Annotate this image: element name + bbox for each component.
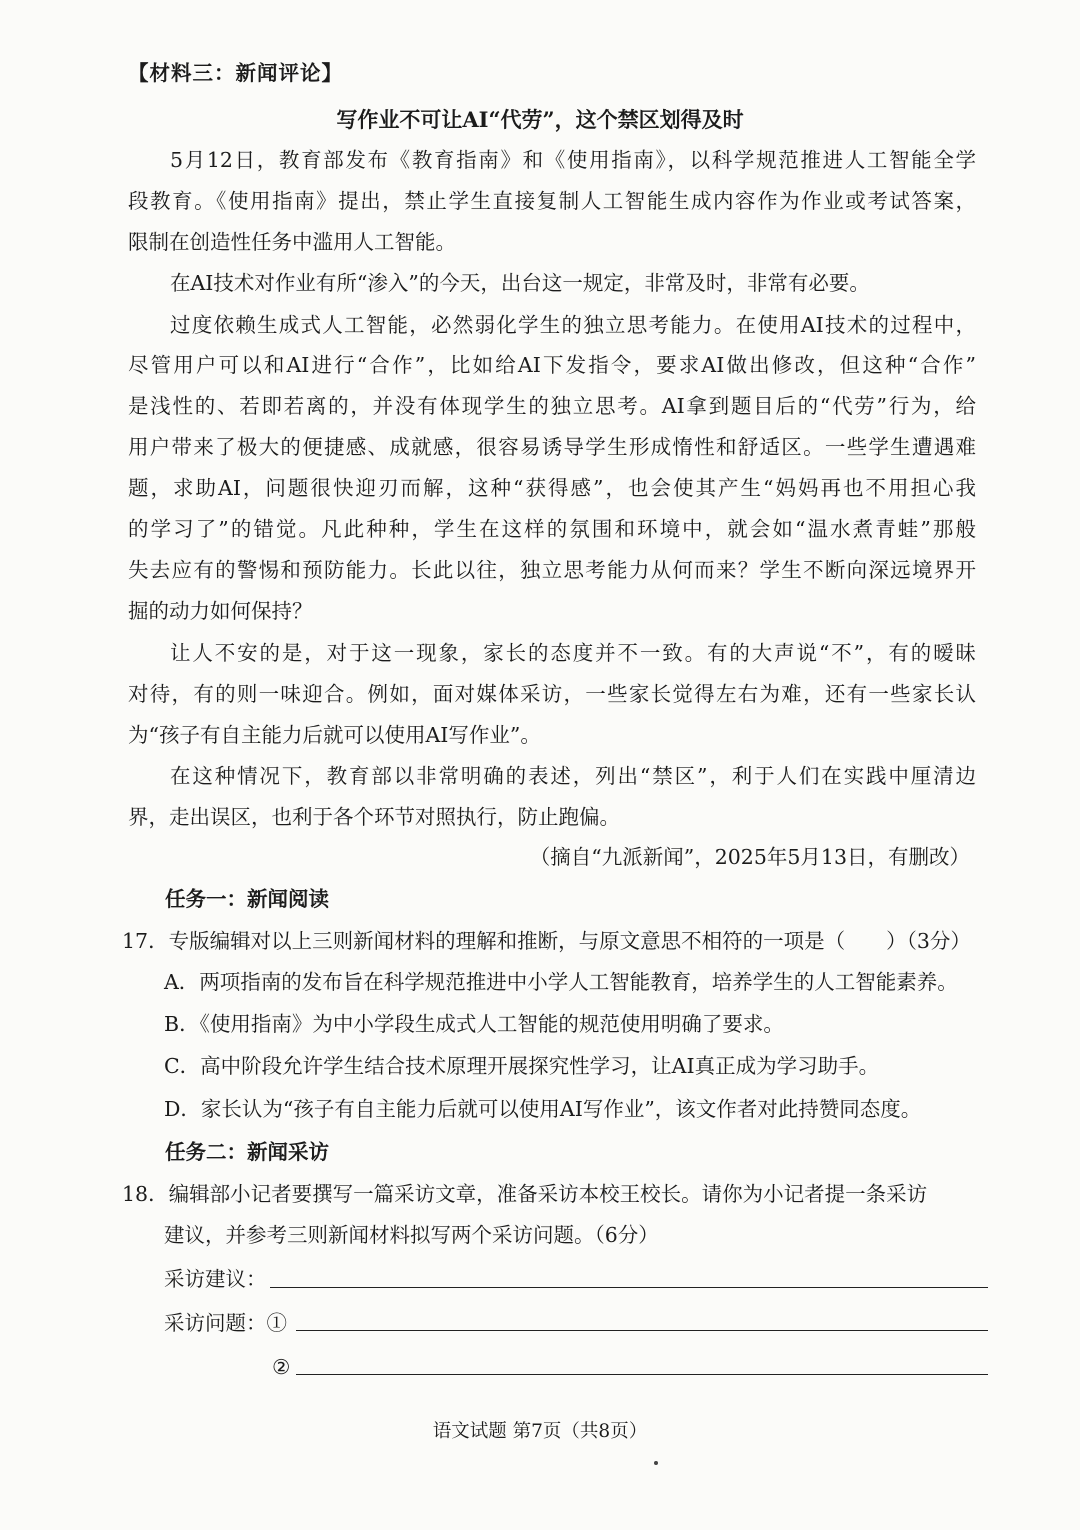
option-d[interactable]: D．家长认为“孩子有自主能力后就可以使用AI写作业”，该文作者对此持赞同态度。	[164, 1097, 922, 1121]
question-2-answer-line[interactable]	[296, 1374, 988, 1375]
task-heading: 任务一：新闻阅读	[165, 887, 329, 911]
paragraph-line: 对待，有的则一味迎合。例如，面对媒体采访，一些家长觉得左右为难，还有一些家长认	[128, 682, 976, 706]
source-note: （摘自“九派新闻”，2025年5月13日，有删改）	[529, 845, 970, 869]
question-17-stem: 17．专版编辑对以上三则新闻材料的理解和推断，与原文意思不相符的一项是（ ）（3分）	[122, 929, 971, 953]
scan-speck	[654, 1461, 658, 1465]
article-title: 写作业不可让AI“代劳”，这个禁区划得及时	[336, 107, 744, 132]
question-2-marker: ②	[272, 1355, 291, 1379]
paragraph-line: 让人不安的是，对于这一现象，家长的态度并不一致。有的大声说“不”，有的暧昧	[170, 641, 976, 665]
option-c[interactable]: C．高中阶段允许学生结合技术原理开展探究性学习，让AI真正成为学习助手。	[164, 1054, 880, 1078]
question-1-answer-line[interactable]	[296, 1330, 988, 1331]
paragraph-line: 界，走出误区，也利于各个环节对照执行，防止跑偏。	[128, 805, 620, 829]
suggestion-label: 采访建议：	[164, 1267, 267, 1291]
paragraph-line: 限制在创造性任务中滥用人工智能。	[128, 230, 456, 254]
paragraph-line: 是浅性的、若即若离的，并没有体现学生的独立思考。AI拿到题目后的“代劳”行为，给	[128, 394, 976, 418]
option-a[interactable]: A．两项指南的发布旨在科学规范推进中小学人工智能教育，培养学生的人工智能素养。	[164, 970, 958, 994]
paragraph-line: 过度依赖生成式人工智能，必然弱化学生的独立思考能力。在使用AI技术的过程中，	[170, 313, 976, 337]
questions-label: 采访问题：①	[164, 1311, 287, 1335]
paragraph-line: 在这种情况下，教育部以非常明确的表述，列出“禁区”，利于人们在实践中厘清边	[170, 764, 976, 788]
option-b[interactable]: B．《使用指南》为中小学段生成式人工智能的规范使用明确了要求。	[164, 1012, 784, 1036]
paragraph-line: 用户带来了极大的便捷感、成就感，很容易诱导学生形成惰性和舒适区。一些学生遭遇难	[128, 435, 976, 459]
paragraph-line: 失去应有的警惕和预防能力。长此以往，独立思考能力从何而来？学生不断向深远境界开	[128, 558, 976, 582]
paragraph-line: 题，求助AI，问题很快迎刃而解，这种“获得感”，也会使其产生“妈妈再也不用担心我	[128, 476, 976, 500]
task-heading: 任务二：新闻采访	[165, 1140, 329, 1164]
paragraph-line: 段教育。《使用指南》提出，禁止学生直接复制人工智能生成内容作为作业或考试答案，	[128, 189, 976, 213]
paragraph-line: 为“孩子有自主能力后就可以使用AI写作业”。	[128, 723, 541, 747]
page-footer: 语文试题 第7页（共8页）	[432, 1421, 648, 1442]
paragraph-line: 的学习了”的错觉。凡此种种，学生在这样的氛围和环境中，就会如“温水煮青蛙”那般	[128, 517, 976, 541]
paragraph-line: 在AI技术对作业有所“渗入”的今天，出台这一规定，非常及时，非常有必要。	[170, 271, 870, 295]
question-18-stem: 18．编辑部小记者要撰写一篇采访文章，准备采访本校王校长。请你为小记者提一条采访	[122, 1182, 928, 1206]
material-tag: 【材料三：新闻评论】	[128, 61, 343, 85]
paragraph-line: 掘的动力如何保持？	[128, 599, 313, 623]
paragraph-line: 5月12日，教育部发布《教育指南》和《使用指南》，以科学规范推进人工智能全学	[170, 148, 976, 172]
question-18-stem: 建议，并参考三则新闻材料拟写两个采访问题。（6分）	[164, 1223, 659, 1247]
suggestion-answer-line[interactable]	[270, 1287, 988, 1288]
paragraph-line: 尽管用户可以和AI进行“合作”，比如给AI下发指令，要求AI做出修改，但这种“合作”	[128, 353, 976, 377]
